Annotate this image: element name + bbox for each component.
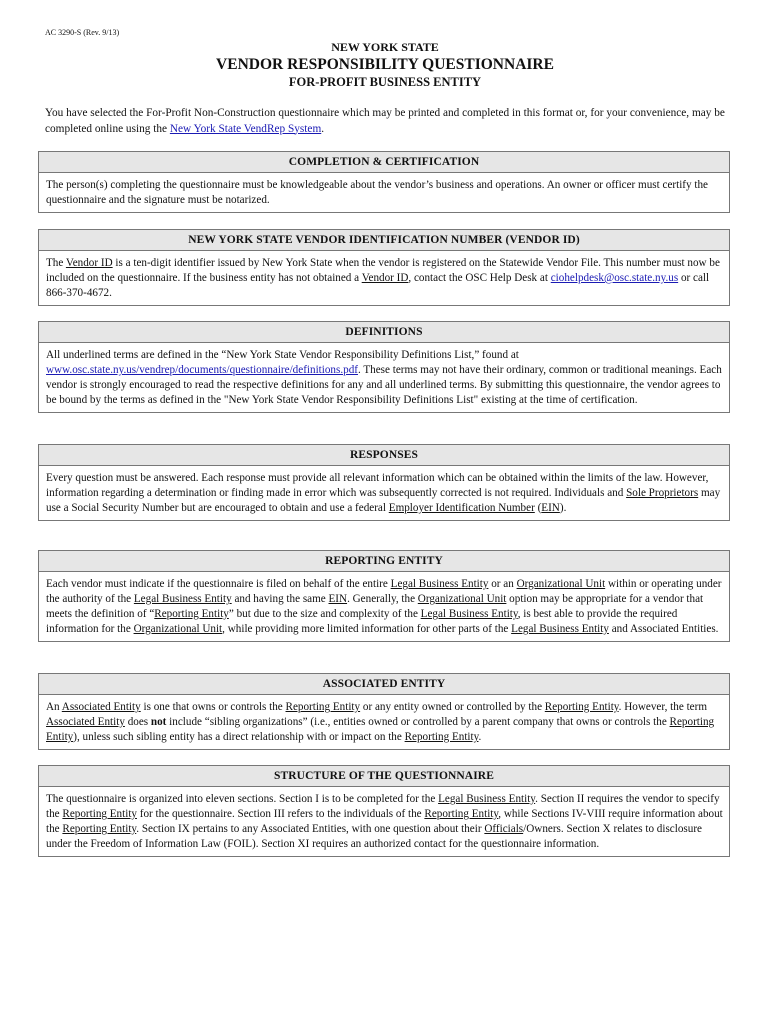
legal-business-entity-term: Legal Business Entity	[420, 608, 518, 620]
definitions-heading: DEFINITIONS	[39, 322, 729, 343]
associated-entity-term: Associated Entity	[61, 701, 141, 713]
vendor-id-term: Vendor ID	[65, 257, 113, 269]
definitions-pdf-link[interactable]: www.osc.state.ny.us/vendrep/documents/questionnaire/definitions.pdf	[46, 364, 358, 376]
reporting-entity-term: Reporting Entity	[46, 716, 715, 743]
reporting-entity-term: Reporting Entity	[154, 608, 229, 620]
emphasis-not: not	[150, 716, 167, 728]
organizational-unit-term: Organizational Unit	[417, 593, 507, 605]
responses-section	[38, 444, 730, 521]
organizational-unit-term: Organizational Unit	[516, 578, 606, 590]
structure-section	[38, 765, 730, 857]
responses-heading: RESPONSES	[39, 445, 729, 466]
helpdesk-email-link[interactable]: ciohelpdesk@osc.state.ny.us	[550, 272, 679, 284]
reporting-entity-term: Reporting Entity	[285, 701, 361, 713]
definitions-section	[38, 321, 730, 413]
employer-identification-number-term: Employer Identification Number	[388, 502, 535, 514]
reporting-entity-text: Each vendor must indicate if the questionnaire is filed on behalf of the entire Legal Business Entity or an Organizational Unit within or operating under the authority of the Legal Business Entity and having the same EIN. Generally, the Organizational Unit option may be appropriate for a vendor that meets the definition of “Reporting Entity” but due to the size and complexity of the Legal Business Entity, is best able to provide the required information for the Organizational Unit, while providing more limited information for other parts of the Legal Business Entity and Associated Entities.	[46, 578, 722, 635]
reporting-entity-heading: REPORTING ENTITY	[39, 551, 729, 572]
legal-business-entity-term: Legal Business Entity	[390, 578, 489, 590]
vendor-id-term: Vendor ID	[361, 272, 409, 284]
officials-term: Officials	[484, 823, 524, 835]
completion-certification-section	[38, 151, 730, 213]
intro-paragraph: You have selected the For-Profit Non-Construction questionnaire which may be printed and completed in this format or, for your convenience, may be completed online using the New York State VendRep System.	[45, 107, 725, 135]
reporting-entity-term: Reporting Entity	[424, 808, 499, 820]
form-id: AC 3290-S (Rev. 9/13)	[45, 28, 120, 37]
structure-text: The questionnaire is organized into eleven sections. Section I is to be completed for the Legal Business Entity. Section II requires the vendor to specify the Reporting Entity for the questionnaire. Section III refers to the individuals of the Reporting Entity, while Sections IV-VIII require information about the Reporting Entity. Section IX pertains to any Associated Entities, with one question about their Officials/Owners. Section X relates to disclosure under the Freedom of Information Law (FOIL). Section XI requires an authorized contact for the questionnaire information.	[46, 793, 723, 850]
associated-entity-heading: ASSOCIATED ENTITY	[39, 674, 729, 695]
structure-heading: STRUCTURE OF THE QUESTIONNAIRE	[39, 766, 729, 787]
vendrep-system-link[interactable]: New York State VendRep System	[169, 122, 322, 135]
ein-term: EIN	[328, 593, 348, 605]
sole-proprietors-term: Sole Proprietors	[626, 487, 699, 499]
legal-business-entity-term: Legal Business Entity	[133, 593, 232, 605]
state-heading: NEW YORK STATE	[331, 40, 439, 54]
completion-certification-text: The person(s) completing the questionnaire must be knowledgeable about the vendor’s business and operations. An owner or officer must certify the questionnaire and the signature must be notarized.	[46, 179, 708, 206]
reporting-entity-term: Reporting Entity	[544, 701, 619, 713]
associated-entity-term: Associated Entity	[46, 716, 125, 728]
reporting-entity-term: Reporting Entity	[404, 731, 479, 743]
reporting-entity-section	[38, 550, 730, 642]
page-title: VENDOR RESPONSIBILITY QUESTIONNAIRE	[216, 56, 554, 73]
responses-text: Every question must be answered. Each response must provide all relevant information which can be obtained within the limits of the law. However, information regarding a determination or finding made in error which was subsequently corrected is not required. Individuals and Sole Proprietors may use a Social Security Number but are encouraged to obtain and use a federal Employer Identification Number (EIN).	[46, 472, 721, 514]
legal-business-entity-term: Legal Business Entity	[438, 793, 536, 805]
legal-business-entity-term: Legal Business Entity	[511, 623, 609, 635]
intro-text: You have selected the For-Profit Non-Construction questionnaire which may be printed and completed in this format or, for your convenience, may be completed online using the	[45, 107, 725, 135]
ein-term: EIN	[541, 502, 560, 514]
organizational-unit-term: Organizational Unit	[133, 623, 223, 635]
associated-entity-section	[38, 673, 730, 750]
reporting-entity-term: Reporting Entity	[62, 808, 137, 820]
completion-certification-heading: COMPLETION & CERTIFICATION	[39, 152, 729, 173]
definitions-text: All underlined terms are defined in the “New York State Vendor Responsibility Definitions List,” found at www.osc.state.ny.us/vendrep/documents/questionnaire/definitions.pdf. These terms may not have their ordinary, common or traditional meanings. Each vendor is strongly encouraged to read the respective definitions for any and all underlined terms. By submitting this questionnaire, the vendor agrees to be bound by the terms as defined in the "New York State Vendor Responsibility Definitions List" existing at the time of certification.	[46, 349, 722, 406]
vendor-id-text: The Vendor ID is a ten-digit identifier issued by New York State when the vendor is registered on the Statewide Vendor File. This number must now be included on the questionnaire. If the business entity has not obtained a Vendor ID, contact the OSC Help Desk at ciohelpdesk@osc.state.ny.us or call 866-370-4672.	[46, 257, 720, 299]
associated-entity-text: An Associated Entity is one that owns or controls the Reporting Entity or any entity owned or controlled by the Reporting Entity. However, the term Associated Entity does not include “sibling organizations” (i.e., entities owned or controlled by a parent company that owns or controls the Reporting Entity), unless such sibling entity has a direct relationship with or impact on the Reporting Entity.	[46, 701, 715, 743]
vendor-id-section	[38, 229, 730, 306]
vendor-id-heading: NEW YORK STATE VENDOR IDENTIFICATION NUMBER (VENDOR ID)	[39, 230, 729, 251]
page-subtitle: FOR-PROFIT BUSINESS ENTITY	[288, 75, 482, 89]
reporting-entity-term: Reporting Entity	[62, 823, 137, 835]
